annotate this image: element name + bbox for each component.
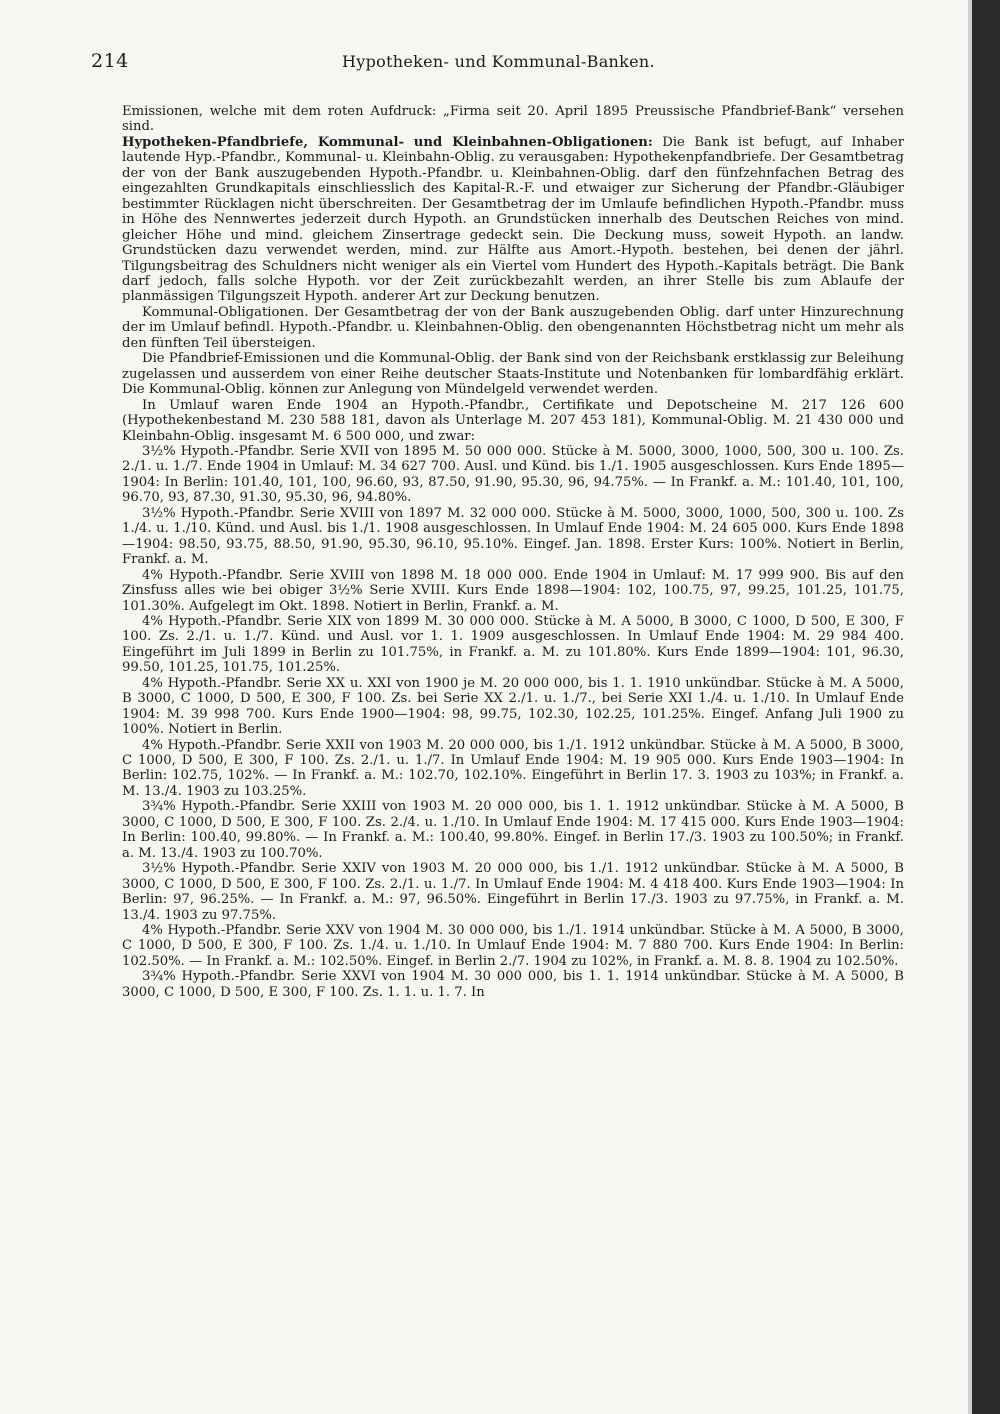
paragraph-emissionen: Emissionen, welche mit dem roten Aufdruck: „Firma seit 20. April 1895 Preussische Pfandbrief-Bank“ versehen sind. xyxy=(122,104,904,135)
paragraph-serie-xxiii: 3¾% Hypoth.-Pfandbr. Serie XXIII von 1903 M. 20 000 000, bis 1. 1. 1912 unkündbar. Stücke à M. A 5000, B 3000, C 1000, D 500, E 300, F 100. Zs. 2./4. u. 1./10. In Umlauf Ende 1904: M. 17 415 000. Kurs Ende 1903—1904: In Berlin: 100.40, 99.80%. — In Frankf. a. M.: 100.40, 99.80%. Eingef. in Berlin 17./3. 1903 zu 100.50%; in Frankf. a. M. 13./4. 1903 zu 100.70%. xyxy=(122,799,904,861)
paragraph-serie-xvii: 3½% Hypoth.-Pfandbr. Serie XVII von 1895 M. 50 000 000. Stücke à M. 5000, 3000, 1000, 500, 300 u. 100. Zs. 2./1. u. 1./7. Ende 1904 in Umlauf: M. 34 627 700. Ausl. und Künd. bis 1./1. 1905 ausgeschlossen. Kurs Ende 1895—1904: In Berlin: 101.40, 101, 100, 96.60, 93, 87.50, 91.90, 95.30, 96, 94.75%. — In Frankf. a. M.: 101.40, 101, 100, 96.70, 93, 87.30, 91.30, 95.30, 96, 94.80%. xyxy=(122,443,904,506)
paragraph-serie-xxiv: 3½% Hypoth.-Pfandbr. Serie XXIV von 1903 M. 20 000 000, bis 1./1. 1912 unkündbar. Stücke à M. A 5000, B 3000, C 1000, D 500, E 300, F 100. Zs. 2./1. u. 1./7. In Umlauf Ende 1904: M. 4 418 400. Kurs Ende 1903—1904: In Berlin: 97, 96.25%. — In Frankf. a. M.: 97, 96.50%. Eingeführt in Berlin 17./3. 1903 zu 97.75%, in Frankf. a. M. 13./4. 1903 zu 97.75%. xyxy=(122,861,904,923)
paragraph-serie-xxvi: 3¾% Hypoth.-Pfandbr. Serie XXVI von 1904 M. 30 000 000, bis 1. 1. 1914 unkündbar. Stücke à M. A 5000, B 3000, C 1000, D 500, E 300, F 100. Zs. 1. 1. u. 1. 7. In xyxy=(122,969,904,1000)
paragraph-umlauf: In Umlauf waren Ende 1904 an Hypoth.-Pfandbr., Certifikate und Depotscheine M. 217 126 600 (Hypothekenbestand M. 230 588 181, davon als Unterlage M. 207 453 181), Kommunal-Oblig. M. 21 430 000 und Kleinbahn-Oblig. insgesamt M. 6 500 000, und zwar: xyxy=(122,397,904,444)
paragraph-serie-xxii: 4% Hypoth.-Pfandbr. Serie XXII von 1903 M. 20 000 000, bis 1./1. 1912 unkündbar. Stücke à M. A 5000, B 3000, C 1000, D 500, E 300, F 100. Zs. 2./1. u. 1./7. In Umlauf Ende 1904: M. 19 905 000. Kurs Ende 1903—1904: In Berlin: 102.75, 102%. — In Frankf. a. M.: 102.70, 102.10%. Eingeführt in Berlin 17. 3. 1903 zu 103%; in Frankf. a. M. 13./4. 1903 zu 103.25%. xyxy=(122,737,904,799)
paragraph-serie-xx-xxi: 4% Hypoth.-Pfandbr. Serie XX u. XXI von 1900 je M. 20 000 000, bis 1. 1. 1910 unkündbar. Stücke à M. A 5000, B 3000, C 1000, D 500, E 300, F 100. Zs. bei Serie XX 2./1. u. 1./7., bei Serie XXI 1./4. u. 1./10. In Umlauf Ende 1904: M. 39 998 700. Kurs Ende 1900—1904: 98, 99.75, 102.30, 102.25, 101.25%. Eingef. Anfang Juli 1900 zu 100%. Notiert in Berlin. xyxy=(122,675,904,738)
paragraph-serie-xviii-3-5: 3½% Hypoth.-Pfandbr. Serie XVIII von 1897 M. 32 000 000. Stücke à M. 5000, 3000, 1000, 500, 300 u. 100. Zs 1./4. u. 1./10. Künd. und Ausl. bis 1./1. 1908 ausgeschlossen. In Umlauf Ende 1904: M. 24 605 000. Kurs Ende 1898—1904: 98.50, 93.75, 88.50, 91.90, 95.30, 96.10, 95.10%. Eingef. Jan. 1898. Erster Kurs: 100%. Notiert in Berlin, Frankf. a. M. xyxy=(122,505,904,568)
page-number: 214 xyxy=(91,50,129,72)
page-header xyxy=(91,50,904,76)
section-heading: Hypotheken-Pfandbriefe, Kommunal- und Kleinbahnen-Obligationen: xyxy=(122,134,653,150)
paragraph-pfandbrief-emissionen: Die Pfandbrief-Emissionen und die Kommunal-Oblig. der Bank sind von der Reichsbank erstklassig zur Beleihung zugelassen und ausserdem von einer Reihe deutscher Staats-Institute und Notenbanken für lombardfähig erklärt. Die Kommunal-Oblig. können zur Anlegung von Mündelgeld verwendet werden. xyxy=(122,351,904,398)
paragraph-kommunal: Kommunal-Obligationen. Der Gesamtbetrag der von der Bank auszugebenden Oblig. darf unter Hinzurechnung der im Umlauf befindl. Hypoth.-Pfandbr. u. Kleinbahnen-Oblig. den obengenannten Höchstbetrag nicht um mehr als den fünften Teil übersteigen. xyxy=(122,304,904,351)
paragraph-serie-xix: 4% Hypoth.-Pfandbr. Serie XIX von 1899 M. 30 000 000. Stücke à M. A 5000, B 3000, C 1000, D 500, E 300, F 100. Zs. 2./1. u. 1./7. Künd. und Ausl. vor 1. 1. 1909 ausgeschlossen. In Umlauf Ende 1904: M. 29 984 400. Eingeführt im Juli 1899 in Berlin zu 101.75%, in Frankf. a. M. zu 101.80%. Kurs Ende 1899—1904: 101, 96.30, 99.50, 101.25, 101.75, 101.25%. xyxy=(122,613,904,676)
scan-border xyxy=(972,0,1000,1414)
paragraph-hypotheken-heading: Hypotheken-Pfandbriefe, Kommunal- und Kleinbahnen-Obligationen: Die Bank ist befugt, auf Inhaber lautende Hyp.-Pfandbr., Kommunal- u. Kleinbahn-Oblig. zu verausgaben: Hypothekenpfandbriefe. Der Gesamtbetrag der von der Bank auszugebenden Hypoth.-Pfandbr. u. Kleinbahnen-Oblig. darf den fünfzehnfachen Betrag des eingezahlten Grundkapitals einschliesslich des Kapital-R.-F. und etwaiger zur Sicherung der Pfandbr.-Gläubiger bestimmter Rücklagen nicht überschreiten. Der Gesamtbetrag der im Umlaufe befindlichen Hypoth.-Pfandbr. muss in Höhe des Nennwertes jederzeit durch Hypoth. an Grundstücken innerhalb des Deutschen Reiches von mind. gleicher Höhe und mind. gleichem Zinsertrage gedeckt sein. Die Deckung muss, soweit Hypoth. an landw. Grundstücken dazu verwendet werden, mind. zur Hälfte aus Amort.-Hypoth. bestehen, bei denen der jährl. Tilgungsbeitrag des Schuldners nicht weniger als ein Viertel vom Hundert des Hypoth.-Kapitals beträgt. Die Bank darf jedoch, falls solche Hypoth. vor der Zeit zurückbezahlt werden, an ihrer Stelle bis zum Ablaufe der planmässigen Tilgungszeit Hypoth. anderer Art zur Deckung benutzen. xyxy=(122,134,904,305)
document-page xyxy=(91,50,904,1000)
running-title: Hypotheken- und Kommunal-Banken. xyxy=(342,52,655,71)
paragraph-serie-xxv: 4% Hypoth.-Pfandbr. Serie XXV von 1904 M. 30 000 000, bis 1./1. 1914 unkündbar. Stücke à M. A 5000, B 3000, C 1000, D 500, E 300, F 100. Zs. 1./4. u. 1./10. In Umlauf Ende 1904: M. 7 880 700. Kurs Ende 1904: In Berlin: 102.50%. — In Frankf. a. M.: 102.50%. Eingef. in Berlin 2./7. 1904 zu 102%, in Frankf. a. M. 8. 8. 1904 zu 102.50%. xyxy=(122,923,904,969)
paragraph-serie-xviii-4: 4% Hypoth.-Pfandbr. Serie XVIII von 1898 M. 18 000 000. Ende 1904 in Umlauf: M. 17 999 900. Bis auf den Zinsfuss alles wie bei obiger 3½% Serie XVIII. Kurs Ende 1898—1904: 102, 100.75, 97, 99.25, 101.25, 101.75, 101.30%. Aufgelegt im Okt. 1898. Notiert in Berlin, Frankf. a. M. xyxy=(122,567,904,614)
